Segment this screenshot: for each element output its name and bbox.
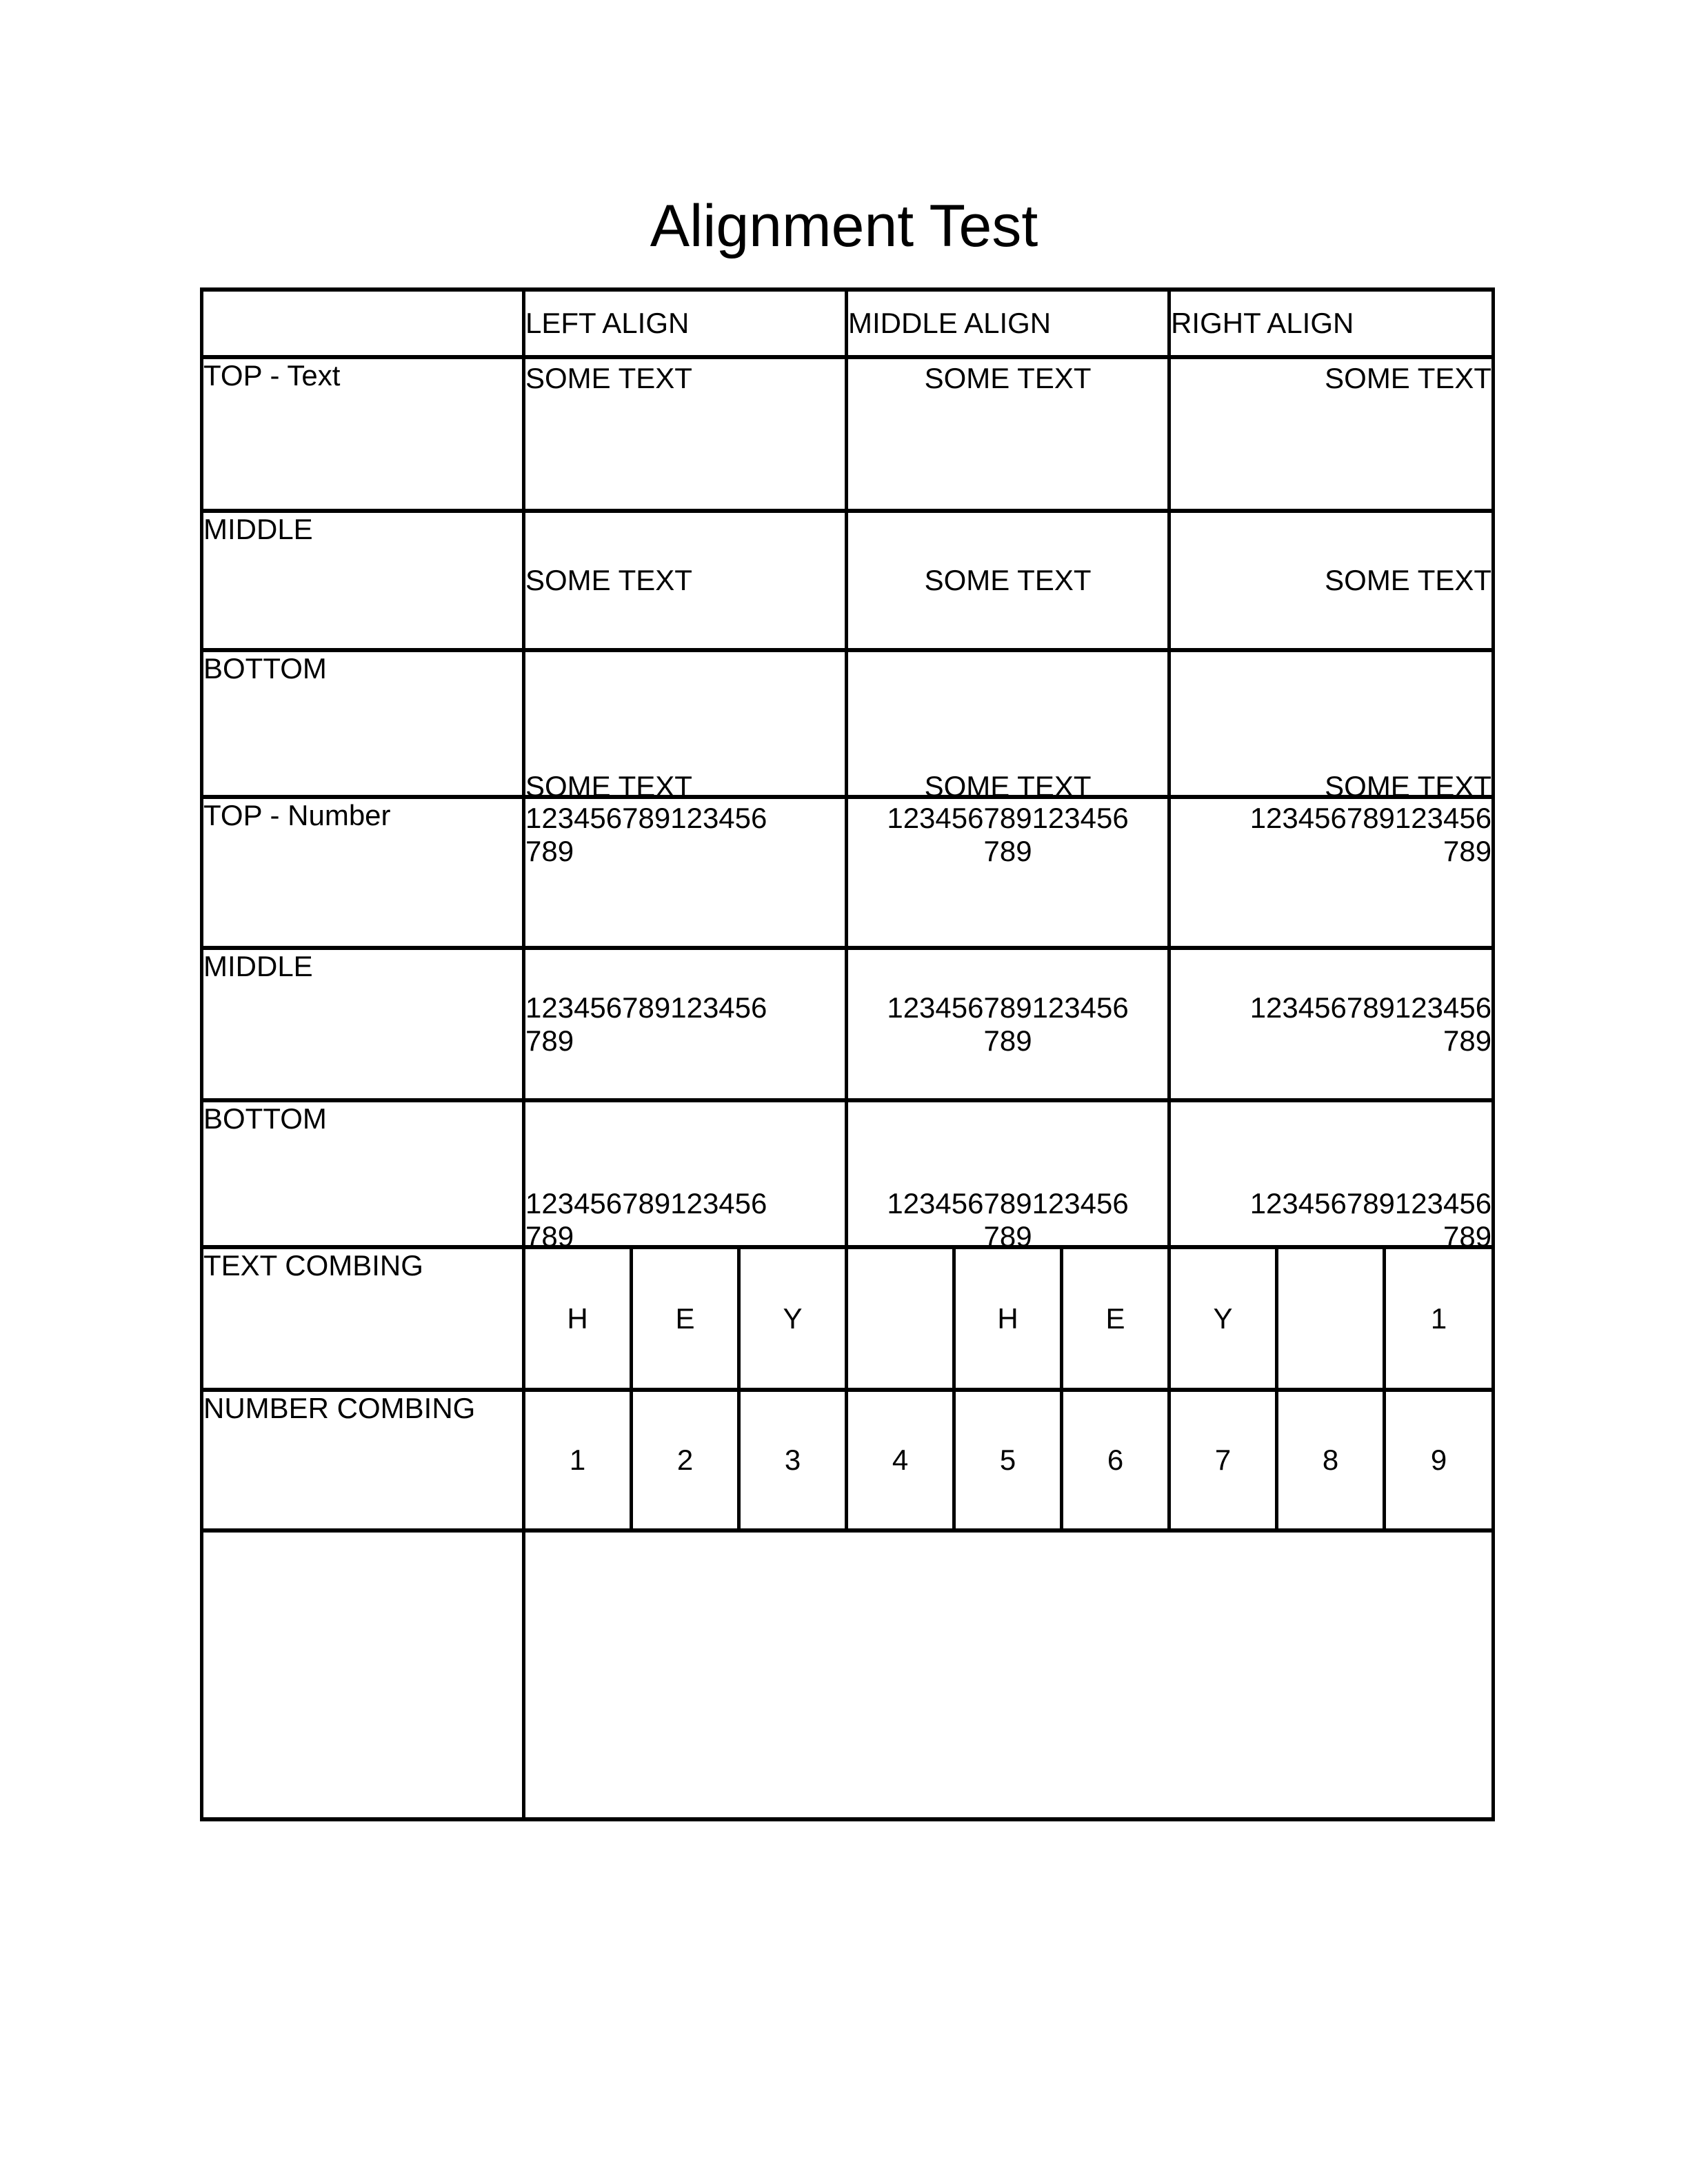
combing-cell: 1 [1385,1247,1494,1390]
combing-cell [847,1247,954,1390]
cell-middle-center [847,511,1169,650]
combing-cell: 3 [739,1390,847,1530]
cell-bottom-number-left [524,1100,847,1253]
row-label-bottom-number: BOTTOM [202,1100,524,1247]
cell-text: SOME TEXT [525,770,692,802]
cell-top-right [1169,357,1494,511]
number-line2: 789 [525,834,574,867]
footer-label-cell [202,1530,524,1819]
combing-cell [1277,1247,1385,1390]
row-number-combing [202,1390,1494,1530]
row-bottom-text [202,650,1494,797]
cell-bottom-number-right [1169,1100,1494,1253]
combing-cell: 8 [1277,1390,1385,1530]
cell-top-number-center [847,797,1169,948]
cell-top-left [524,357,847,511]
cell-top-number-left [524,797,847,948]
row-top-number [202,797,1494,948]
combing-cell: 1 [524,1390,632,1530]
row-empty-footer [202,1530,1494,1819]
combing-cell: 9 [1385,1390,1494,1530]
cell-top-center [847,357,1169,511]
cell-text: SOME TEXT [525,564,692,596]
row-label-top-number: TOP - Number [202,797,524,948]
combing-cell: 4 [847,1390,954,1530]
combing-cell: 5 [954,1390,1062,1530]
cell-text: SOME TEXT [525,362,692,394]
number-line1: 123456789123456 [525,802,767,834]
alignment-table [200,287,1495,1821]
row-text-combing [202,1247,1494,1390]
number-line1: 123456789123456 [887,1187,1129,1220]
cell-middle-number-right [1169,948,1494,1100]
number-line1: 123456789123456 [1249,802,1492,834]
cell-bottom-left [524,650,847,802]
combing-cell: E [632,1247,739,1390]
number-line1: 123456789123456 [1249,991,1492,1024]
row-label-text-combing: TEXT COMBING [202,1247,524,1390]
number-line1: 123456789123456 [1249,1187,1492,1220]
number-line2: 789 [525,1024,574,1057]
combing-cell: H [954,1247,1062,1390]
cell-middle-number-center [847,948,1169,1100]
row-label-bottom-text: BOTTOM [202,650,524,797]
cell-text: SOME TEXT [1325,564,1492,596]
cell-text: SOME TEXT [924,770,1092,802]
combing-cell: E [1062,1247,1169,1390]
row-label-middle-number: MIDDLE [202,948,524,1100]
combing-cell: Y [739,1247,847,1390]
footer-merged-cell [524,1530,1494,1819]
row-middle-number [202,948,1494,1100]
combing-cell: 7 [1169,1390,1277,1530]
number-line2: 789 [525,1220,574,1253]
row-bottom-number [202,1100,1494,1247]
number-line1: 123456789123456 [887,802,1129,834]
number-line2: 789 [983,1220,1032,1253]
cell-bottom-number-center [847,1100,1169,1253]
cell-text: SOME TEXT [924,564,1092,596]
page-title: Alignment Test [650,193,1038,259]
row-label-number-combing: NUMBER COMBING [202,1390,524,1530]
row-label-top-text: TOP - Text [202,357,524,511]
cell-middle-number-left [524,948,847,1100]
number-line2: 789 [1443,834,1492,867]
header-corner-cell [202,290,524,357]
header-right-align-label: RIGHT ALIGN [1169,290,1494,357]
number-line1: 123456789123456 [525,991,767,1024]
combing-cell: 6 [1062,1390,1169,1530]
number-line1: 123456789123456 [525,1187,767,1220]
cell-middle-left [524,511,847,650]
cell-text: SOME TEXT [1325,770,1492,802]
row-top-text [202,357,1494,511]
cell-bottom-right [1169,650,1494,802]
number-line2: 789 [983,1024,1032,1057]
number-line2: 789 [983,834,1032,867]
cell-text: SOME TEXT [924,362,1092,394]
cell-top-number-right [1169,797,1494,948]
combing-cell: H [524,1247,632,1390]
row-middle-text [202,511,1494,650]
header-row [202,290,1494,357]
number-line2: 789 [1443,1024,1492,1057]
combing-cell: Y [1169,1247,1277,1390]
row-label-middle-text: MIDDLE [202,511,524,650]
cell-text: SOME TEXT [1325,362,1492,394]
header-middle-align-label: MIDDLE ALIGN [847,290,1169,357]
header-left-align-label: LEFT ALIGN [524,290,847,357]
cell-middle-right [1169,511,1494,650]
cell-bottom-center [847,650,1169,802]
combing-cell: 2 [632,1390,739,1530]
number-line1: 123456789123456 [887,991,1129,1024]
number-line2: 789 [1443,1220,1492,1253]
